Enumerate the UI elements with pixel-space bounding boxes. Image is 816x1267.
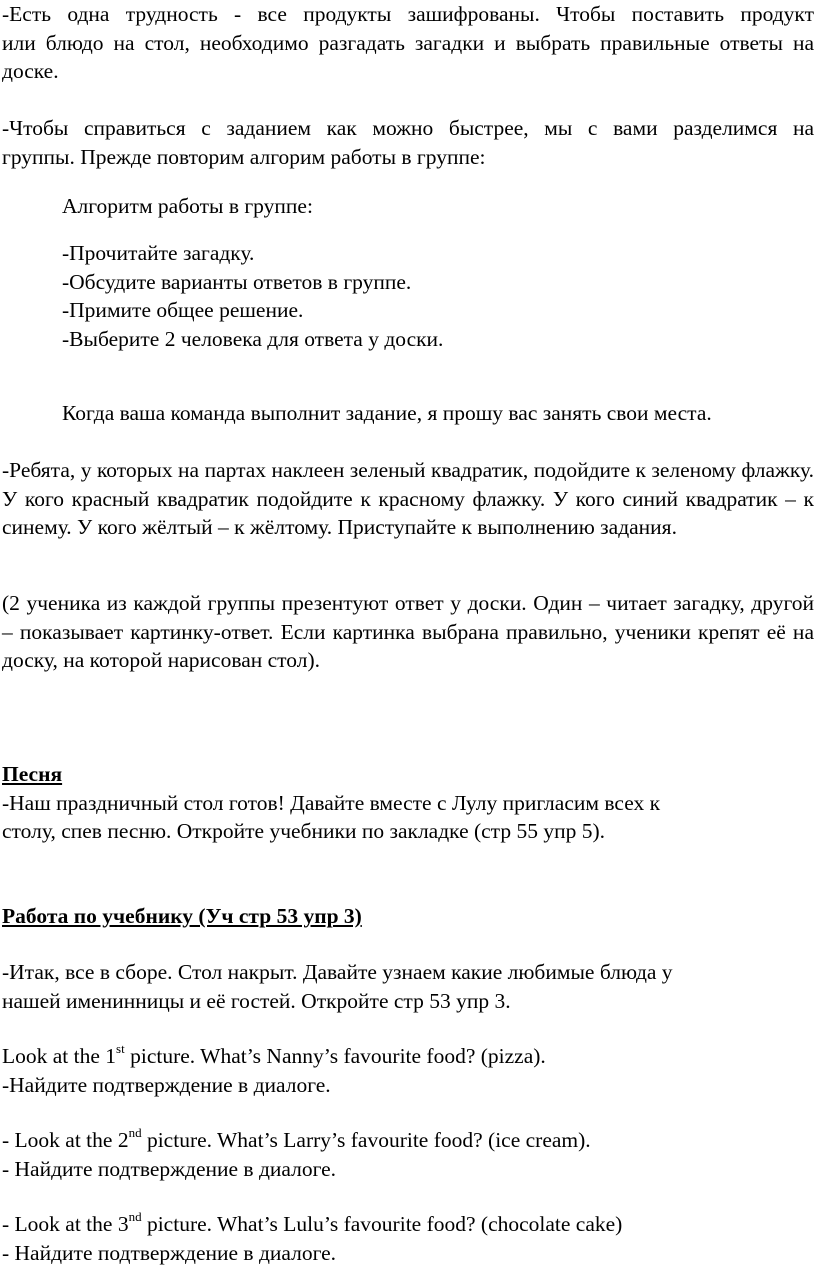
paragraph-groups: [2, 114, 814, 171]
question-1-find: -Найдите подтверждение в диалоге.: [2, 1072, 331, 1097]
algorithm-step: -Выберите 2 человека для ответа у доски.: [62, 326, 444, 351]
intro-rest: или блюдо на стол, необходимо разгадать загадки и выбрать правильные ответы на доске.: [2, 30, 814, 84]
algorithm-title: Алгоритм работы в группе:: [62, 194, 313, 218]
paragraph-colors: -Ребята, у которых на партах наклеен зеленый квадратик, подойдите к зеленому флажку. У кого красный квадратик подойдите к красному флажку. У кого синий квадратик – к синему. У кого жёлтый – к жёлтому. Приступайте к выполнению задания.: [2, 458, 814, 540]
question-1: [2, 1042, 814, 1099]
question-1-text: Look at the 1st picture. What’s Nanny’s favourite food? (pizza).: [2, 1040, 546, 1068]
algorithm-step: -Прочитайте загадку.: [62, 241, 255, 265]
textbook-heading-text: Работа по учебнику (Уч стр 53 упр 3): [2, 904, 362, 928]
intro-line-1: -Есть одна трудность - все продукты зашифрованы. Чтобы поставить продукт: [2, 2, 814, 26]
question-3-find: - Найдите подтверждение в диалоге.: [2, 1240, 337, 1265]
question-3: [2, 1210, 814, 1267]
algorithm-closing: Когда ваша команда выполнит задание, я прошу вас занять свои места.: [62, 401, 712, 425]
algorithm-step: -Примите общее решение.: [62, 298, 304, 323]
algorithm-steps: [62, 239, 814, 353]
question-2-find: - Найдите подтверждение в диалоге.: [2, 1156, 337, 1181]
algorithm-step: -Обсудите варианты ответов в группе.: [62, 269, 412, 294]
textbook-intro-line-2: нашей именинницы и её гостей. Откройте стр 53 упр 3.: [2, 988, 511, 1013]
groups-rest: группы. Прежде повторим алгорим работы в группе:: [2, 144, 486, 169]
textbook-intro: [2, 958, 814, 1015]
paragraph-intro: [2, 0, 814, 86]
question-3-text: - Look at the 3nd picture. What’s Lulu’s favourite food? (chocolate cake): [2, 1208, 623, 1236]
song-heading: Песня: [2, 762, 63, 786]
paragraph-presentation: (2 ученика из каждой группы презентуют ответ у доски. Один – читает загадку, другой – показывает картинку-ответ. Если картинка выбрана правильно, ученики крепят её на доску, на которой нарисован стол).: [2, 591, 814, 673]
song-section: [2, 760, 814, 846]
song-line-2: столу, спев песню. Откройте учебники по закладке (стр 55 упр 5).: [2, 819, 606, 844]
textbook-heading: [2, 902, 814, 931]
textbook-intro-line-1: -Итак, все в сборе. Стол накрыт. Давайте узнаем какие любимые блюда у: [2, 960, 673, 984]
song-line-1: -Наш праздничный стол готов! Давайте вместе с Лулу пригласим всех к: [2, 790, 661, 815]
question-2: [2, 1126, 814, 1183]
groups-line-1: -Чтобы справиться с заданием как можно быстрее, мы с вами разделимся на: [2, 116, 814, 140]
question-2-text: - Look at the 2nd picture. What’s Larry’s favourite food? (ice cream).: [2, 1124, 591, 1152]
